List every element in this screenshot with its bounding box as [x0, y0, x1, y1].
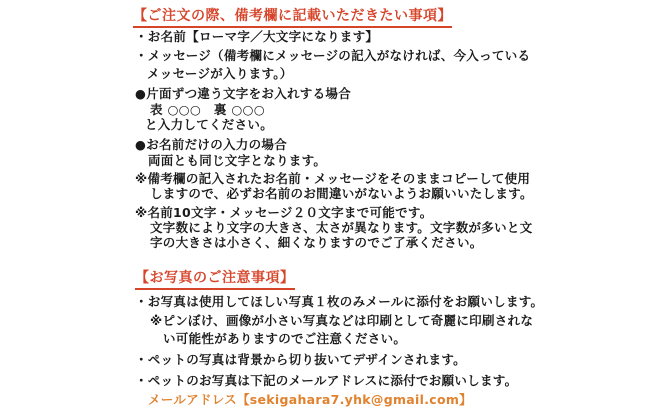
char-limit-detail-cont: 字の大きさは小さく、細くなりますのでご了承ください。: [150, 235, 483, 250]
char-limit-detail: 文字数により文字の大きさ、太さが異なります。文字数が多いと文: [150, 220, 533, 235]
photo-quality-note-cont: い可能性がありますのでご注意ください。: [163, 331, 407, 346]
email-address: メールアドレス【sekigahara7.yhk@gmail.com】: [148, 392, 472, 407]
two-side-example: 表 ○○○ 裏 ○○○: [150, 102, 265, 117]
name-only-detail: 両面とも同じ文字となります。: [148, 153, 327, 168]
order-notes-heading: 【ご注文の際、備考欄に記載いただきたい事項】: [133, 5, 452, 25]
photo-single-note: ・お写真は使用してほしい写真１枚のみメールに添付をお願いします。: [135, 294, 544, 309]
name-only-note: ●お名前だけの入力の場合: [135, 137, 288, 152]
photo-quality-note: ※ピンぼけ、画像が小さい写真などは印刷として奇麗に印刷されな: [150, 313, 534, 328]
pet-background-note: ・ペットの写真は背景から切り抜いてデザインされます。: [135, 352, 466, 367]
char-limit-note: ※名前10文字・メッセージ２０文字まで可能です。: [135, 205, 433, 220]
copy-note: ※備考欄の記入されたお名前・メッセージをそのままコピーして使用: [135, 171, 531, 186]
message-note: ・メッセージ（備考欄にメッセージの記入がなければ、今入っている: [135, 48, 531, 63]
message-note-cont: メッセージが入ります。）: [147, 66, 293, 81]
two-side-instruction: と入力してください。: [145, 117, 274, 132]
copy-note-cont: しますので、必ずお名前のお間違いがないようお願いいたします。: [150, 186, 533, 201]
name-note: ・お名前【ローマ字／大文字になります】: [135, 29, 379, 44]
two-side-note: ●片面ずつ違う文字をお入れする場合: [135, 86, 352, 101]
photo-notes-heading: 【お写真のご注意事項】: [135, 267, 295, 287]
pet-email-note: ・ペットのお写真は下記のメールアドレスに添付でお願いします。: [135, 373, 518, 388]
